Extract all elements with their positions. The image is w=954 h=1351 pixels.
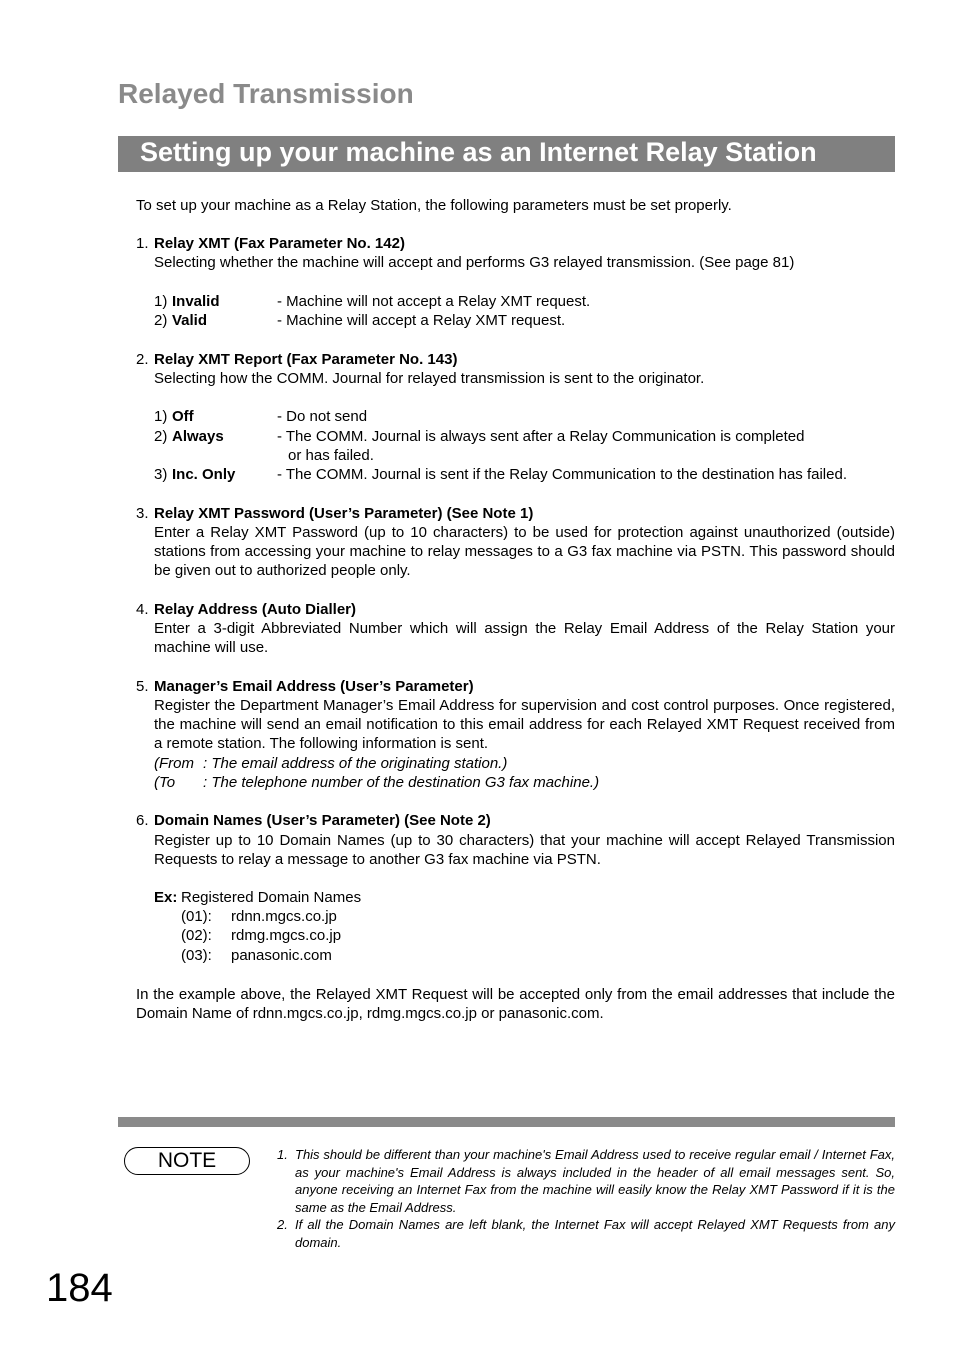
option-number: 1): [154, 408, 168, 425]
domain-index: (01):: [181, 908, 212, 925]
item-description: Selecting whether the machine will accept and performs G3 relayed transmission. (See page 81): [154, 254, 795, 271]
option-name: Always: [172, 428, 224, 445]
divider-bar: [118, 1117, 895, 1127]
option-description: - The COMM. Journal is always sent after a Relay Communication is completed: [277, 428, 805, 445]
item-number: 2.: [136, 351, 149, 368]
item-title: Relay XMT (Fax Parameter No. 142): [154, 235, 405, 252]
note-text: This should be different than your machine's Email Address used to receive regular email / Internet Fax, as your machine's Email Address is always included in the header of all email messages sent. So, anyone receiving an Internet Fax from the machine will easily know the Relay XMT Password if it is the same as the Email Address.: [295, 1147, 895, 1215]
info-text-to: : The telephone number of the destination G3 fax machine.): [203, 774, 600, 791]
item-title: Relay Address (Auto Dialler): [154, 601, 356, 618]
item-description: Register up to 10 Domain Names (up to 30 characters) that your machine will accept Relayed Transmission Requests to relay a message to another G3 fax machine via PSTN.: [154, 832, 895, 868]
domain-name: rdnn.mgcs.co.jp: [231, 908, 337, 925]
item-title: Manager’s Email Address (User’s Parameter): [154, 678, 474, 695]
domain-index: (03):: [181, 947, 212, 964]
note-label: NOTE: [124, 1147, 250, 1175]
option-name: Valid: [172, 312, 208, 329]
domain-name: rdmg.mgcs.co.jp: [231, 927, 342, 944]
option-number: 2): [154, 428, 168, 445]
note-number: 1.: [277, 1147, 288, 1162]
domain-index: (02):: [181, 927, 212, 944]
option-description-continued: or has failed.: [288, 447, 374, 464]
item-number: 5.: [136, 678, 149, 695]
section-title: Relayed Transmission: [118, 78, 414, 109]
item-number: 3.: [136, 505, 149, 522]
item-description: Enter a Relay XMT Password (up to 10 characters) to be used for protection against unauthorized (outside) stations from accessing your machine to relay messages to a G3 fax machine via PSTN. This password should be given out to authorized people only.: [154, 524, 895, 579]
intro-text: To set up your machine as a Relay Station, the following parameters must be set properly.: [136, 197, 732, 214]
info-label-from: (From: [154, 755, 194, 772]
item-title: Domain Names (User’s Parameter) (See Note 2): [154, 812, 491, 829]
option-number: 1): [154, 293, 168, 310]
item-description: Register the Department Manager’s Email Address for supervision and cost control purposes. Once registered, the machine will send an email notification to this email address for each Relayed XMT Request received from a remote station. The following information is sent.: [154, 697, 895, 752]
example-label: Ex:: [154, 889, 178, 906]
page-number: 184: [46, 1266, 113, 1310]
note-text: If all the Domain Names are left blank, the Internet Fax will accept Relayed XMT Requests from any domain.: [295, 1217, 895, 1250]
example-title: Registered Domain Names: [181, 889, 362, 906]
option-name: Off: [172, 408, 194, 425]
page-title: Setting up your machine as an Internet Relay Station: [140, 137, 817, 167]
option-description: - Machine will accept a Relay XMT request.: [277, 312, 566, 329]
option-description: - The COMM. Journal is sent if the Relay Communication to the destination has failed.: [277, 466, 847, 483]
item-title: Relay XMT Report (Fax Parameter No. 143): [154, 351, 458, 368]
item-description: Selecting how the COMM. Journal for relayed transmission is sent to the originator.: [154, 370, 705, 387]
title-banner: [118, 136, 895, 172]
option-description: - Do not send: [277, 408, 368, 425]
item-number: 4.: [136, 601, 149, 618]
item-number: 6.: [136, 812, 149, 829]
option-name: Inc. Only: [172, 466, 236, 483]
option-number: 3): [154, 466, 168, 483]
closing-text: In the example above, the Relayed XMT Request will be accepted only from the email addresses that include the Domain Name of rdnn.mgcs.co.jp, rdmg.mgcs.co.jp or panasonic.com.: [136, 986, 895, 1022]
item-number: 1.: [136, 235, 149, 252]
item-description: Enter a 3-digit Abbreviated Number which will assign the Relay Email Address of the Relay Station your machine will use.: [154, 620, 895, 656]
option-number: 2): [154, 312, 168, 329]
info-text-from: : The email address of the originating station.): [203, 755, 508, 772]
option-name: Invalid: [172, 293, 220, 310]
info-label-to: (To: [154, 774, 176, 791]
domain-name: panasonic.com: [231, 947, 332, 964]
option-description: - Machine will not accept a Relay XMT request.: [277, 293, 591, 310]
note-number: 2.: [277, 1217, 288, 1232]
item-title: Relay XMT Password (User’s Parameter) (See Note 1): [154, 505, 534, 522]
